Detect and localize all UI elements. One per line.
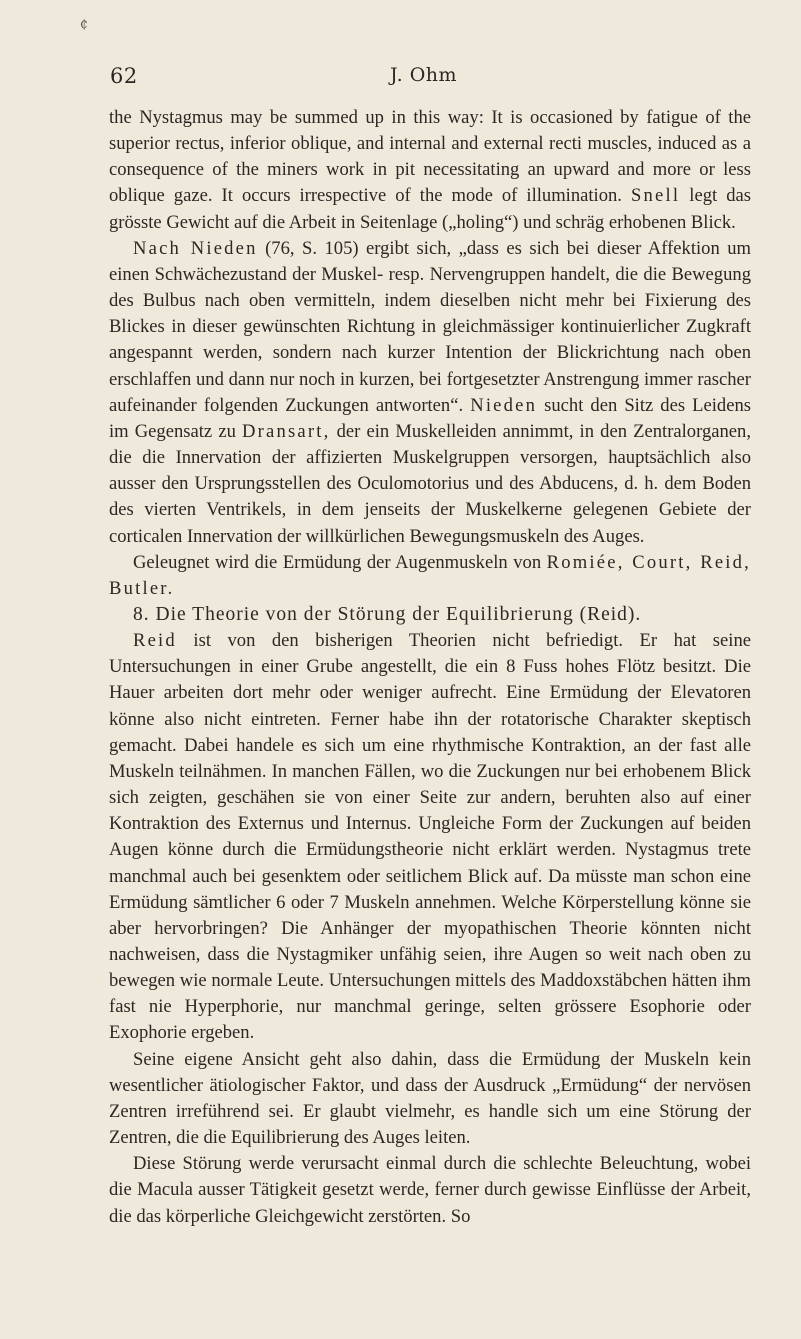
body-text [109,105,751,1230]
author-names: Romiée, Court, Reid, Butler. [109,551,751,599]
paragraph-text: ist von den bisherigen Theorien nicht befriedigt. Er hat seine Untersuchungen in einer Grube angestellt, die ein 8 Fuss hohes Flötz besitzt. Die Hauer arbeiten dort mehr oder weniger aufrecht. Eine Ermüdung der Elevatoren könne also nicht eintreten. Ferner habe ihn der rotatorische Charakter skeptisch gemacht. Dabei handele es sich um eine rhythmische Kontraktion, an der fast alle Muskeln teilnähmen. In manchen Fällen, wo die Zuckungen nur bei erhobenem Blick sich zeigten, geschähen sie von einer Seite zur andern, beruhten also auf einer Kontraktion des Externus und Internus. Ungleiche Form der Zuckungen auf beiden Augen könne durch die Ermüdungstheorie nicht erklärt werden. Nystagmus trete manchmal auch bei gesenktem oder seitlichem Blick auf. Da müsste man schon eine Ermüdung sämtlicher 6 oder 7 Muskeln annehmen. Welche Körperstellung könne sie aber hervorbringen? Die Anhänger der myopathischen Theorie könnten nicht nachweisen, dass die Nystagmiker unfähig seien, ihre Augen so weit nach oben zu bewegen wie normale Leute. Untersuchungen mittels des Maddoxstäbchen hätten ihm fast nie Hyperphorie, nur manchmal geringe, selten grössere Esophorie oder Exophorie ergeben. [109,630,751,1044]
paragraph-text: legt das grösste Gewicht auf die Arbeit in Seitenlage („holing“) und schräg erhobenen Blick. [109,185,751,233]
paragraph-disturbance: Diese Störung werde verursacht einmal durch die schlechte Beleuchtung, wobei die Macula ausser Tätigkeit gesetzt werde, ferner durch gewisse Einflüsse der Arbeit, die das körperliche Gleichgewicht zerstörten. So [109,1153,751,1227]
paragraph-text: the Nystagmus may be summed up in this way: It is occasioned by fatigue of the superior rectus, inferior oblique, and internal and external recti muscles, induced as a consequence of the miners work in pit necessitating an upward and more or less oblique gaze. It occurs irrespective of the mode of illumination. [109,107,751,207]
page-header [110,64,752,94]
running-head: J. Ohm [390,64,458,86]
paragraph-text: Geleugnet wird die Ermüdung der Augenmuskeln von [133,551,542,573]
author-name: Nieden [470,394,538,416]
author-name: Dransart, [242,420,331,442]
paragraph-text: der ein Muskelleiden annimmt, in den Zentralorganen, die die Innervation der affizierten Muskelgruppen versorgen, hauptsächlich also ausser den Ursprungsstellen des Oculomotorius und des Abducens, d. h. dem Boden des vierten Ventrikels, in dem jenseits der Muskelkerne gelegenen Gebiete der corticalen Innervation der willkürlichen Bewegungsmuskeln des Auges. [109,420,751,547]
stray-mark: ₵ [80,17,88,31]
author-name: Nach Nieden [133,237,258,259]
section-heading: 8. Die Theorie von der Störung der Equilibrierung (Reid). [133,603,642,625]
paragraph-nieden [109,236,751,550]
paragraph-reid [109,628,751,1047]
paragraph-denial [109,550,751,602]
author-name: Snell [631,185,681,207]
paragraph-own-view: Seine eigene Ansicht geht also dahin, dass die Ermüdung der Muskeln kein wesentlicher ätiologischer Faktor, und dass der Ausdruck „Ermüdung“ der nervösen Zentren irreführend sei. Er glaubt vielmehr, es handle sich um eine Störung der Zentren, die die Equilibrierung des Auges leiten. [109,1048,751,1149]
paragraph-text: (76, S. 105) ergibt sich, „dass es sich bei dieser Affektion um einen Schwächezustand der Muskel- resp. Nervengruppen handelt, die die Bewegung des Bulbus nach oben vermitteln, indem dieselben nicht mehr bei Fixierung des Blickes in dieser gewünschten Richtung in gleichmässiger kontinuierlicher Zugkraft angespannt werden, sondern nach kurzer Intention der Blickrichtung nach oben erschlaffen und dann nur noch in kurzen, bei fortgesetzter Anstrengung immer rascher aufeinander folgenden Zuckungen antworten“. [109,237,751,416]
author-name: Reid [133,630,177,652]
paragraph-english-summary [109,105,751,236]
paragraph-text: sucht den Sitz des Leidens im Gegensatz zu [109,394,751,442]
page-number: 62 [110,64,138,88]
